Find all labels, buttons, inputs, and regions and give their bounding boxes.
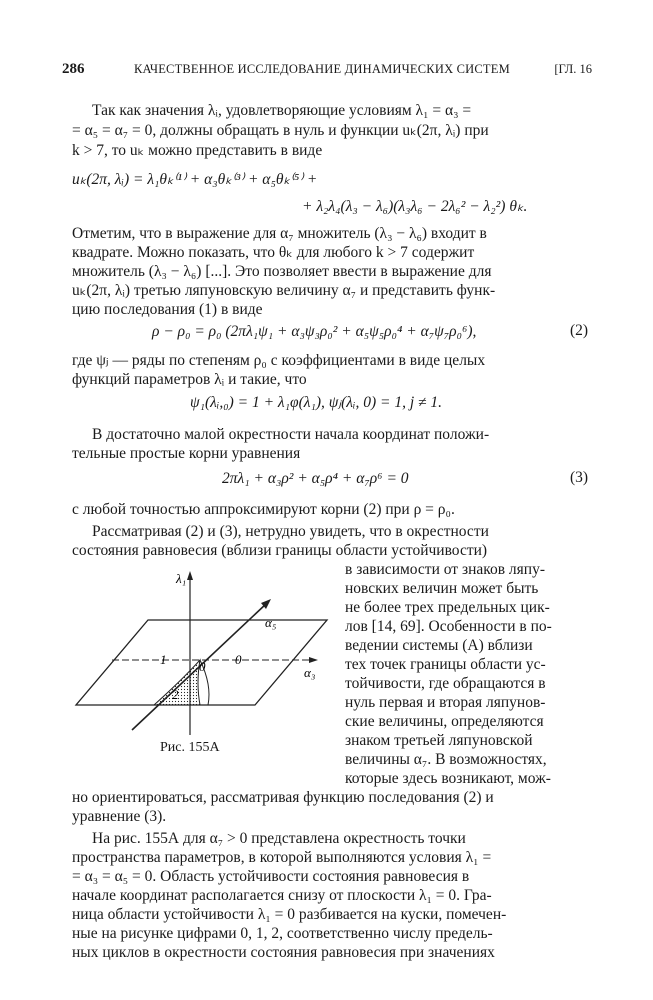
equation-uk-line1: uₖ(2π, λᵢ) = λ₁θₖ⁽¹⁾ + α₃θₖ⁽³⁾ + α₅θₖ⁽⁵⁾ + [72,171,318,188]
label-region-2: 2 [172,687,179,702]
equation-2-number: (2) [570,322,589,339]
text-line: ведении системы (А) вблизи [345,637,533,654]
text-line: uₖ(2π, λᵢ) третью ляпуновскую величину α₇ и представить функ- [72,282,496,299]
text-line: величины α₇. В возможностях, [345,751,547,768]
chapter-label: [ГЛ. 16 [554,62,592,76]
text-line: новских величин может быть [345,580,539,597]
text-line: ных циклов в окрестности состояния равновесия при значениях [72,944,495,961]
text-line: k > 7, то uₖ можно представить в виде [72,142,323,159]
equation-2: ρ − ρ₀ = ρ₀ (2πλ₁ψ₁ + α₃ψ₃ρ₀² + α₅ψ₅ρ₀⁴ + α₇ψ₇ρ₀⁶), [152,323,477,340]
text-line: множитель (λ₃ − λ₆) [...]. Это позволяет ввести в выражение для [72,263,492,280]
text-line: ские величины, определяются [345,713,544,730]
equation-3-number: (3) [570,469,589,486]
label-alpha3: α₃ [304,665,316,680]
text-line: ница области устойчивости λ₁ = 0 разбивается на куски, помечен- [72,906,507,923]
text-line: тех точек границы области ус- [345,656,546,673]
text-line: Так как значения λᵢ, удовлетворяющие условиям λ₁ = α₃ = [92,102,472,119]
text-line: с любой точностью аппроксимируют корни (2) при ρ = ρ₀. [72,501,455,518]
text-line: На рис. 155А для α₇ > 0 представлена окрестность точки [92,830,466,847]
text-line: тельные простые корни уравнения [72,445,301,462]
text-line: квадрате. Можно показать, что θₖ для любого k > 7 содержит [72,244,475,261]
label-region-0-right: 0 [235,652,242,667]
text-line: В достаточно малой окрестности начала координат положи- [92,426,490,443]
alpha3-arrow [309,657,318,663]
figure-155a [72,565,330,765]
figure-caption: Рис. 155А [160,740,220,755]
text-line: которые здесь возникают, мож- [345,770,551,787]
label-region-1: 1 [160,652,167,667]
page-number: 286 [62,61,85,77]
equation-uk-line2: + λ₂λ₄(λ₃ − λ₆)(λ₃λ₆ − 2λ₆² − λ₂²) θₖ. [302,198,528,215]
text-line: но ориентироваться, рассматривая функцию последования (2) и [72,789,494,806]
text-line: нуль первая и вторая ляпунов- [345,694,546,711]
text-line: где ψⱼ — ряды по степеням ρ₀ с коэффициентами в виде целых [72,352,486,369]
label-region-0-center: 0 [199,659,206,674]
text-line: в зависимости от знаков ляпу- [345,561,546,578]
text-line: функций параметров λᵢ и такие, что [72,371,307,388]
text-line: начале координат располагается снизу от плоскости λ₁ = 0. Гра- [72,887,492,904]
running-title: КАЧЕСТВЕННОЕ ИССЛЕДОВАНИЕ ДИНАМИЧЕСКИХ СИСТЕМ [134,62,510,76]
text-line: цию последования (1) в виде [72,301,263,318]
text-line: ные на рисунке цифрами 0, 1, 2, соответственно числу предель- [72,925,493,942]
text-line: = α₃ = α₅ = 0. Область устойчивости состояния равновесия в [72,868,470,885]
text-line: тойчивости, где обращаются в [345,675,546,692]
text-line: Рассматривая (2) и (3), нетрудно увидеть, что в окрестности [92,523,489,540]
text-line: не более трех предельных цик- [345,599,550,616]
text-line: лов [14, 69]. Особенности в по- [345,618,552,635]
text-line: пространства параметров, в которой выполняются условия λ₁ = [72,849,492,866]
text-line: уравнение (3). [72,808,167,825]
label-alpha5: α₅ [265,615,277,630]
equation-psi: ψ₁(λᵢ,₀) = 1 + λ₁φ(λ₁), ψⱼ(λᵢ, 0) = 1, j ≠ 1. [190,394,443,411]
text-line: Отметим, что в выражение для α₇ множитель (λ₃ − λ₆) входит в [72,225,487,242]
running-header [62,61,592,81]
text-line: знаком третьей ляпуновской [345,732,533,749]
lambda1-arrow [187,571,193,580]
equation-3: 2πλ₁ + α₃ρ² + α₅ρ⁴ + α₇ρ⁶ = 0 [222,470,409,487]
text-line: состояния равновесия (вблизи границы области устойчивости) [72,542,488,559]
label-lambda1: λ₁ [176,571,187,586]
text-line: = α₅ = α₇ = 0, должны обращать в нуль и функции uₖ(2π, λᵢ) при [72,122,489,139]
